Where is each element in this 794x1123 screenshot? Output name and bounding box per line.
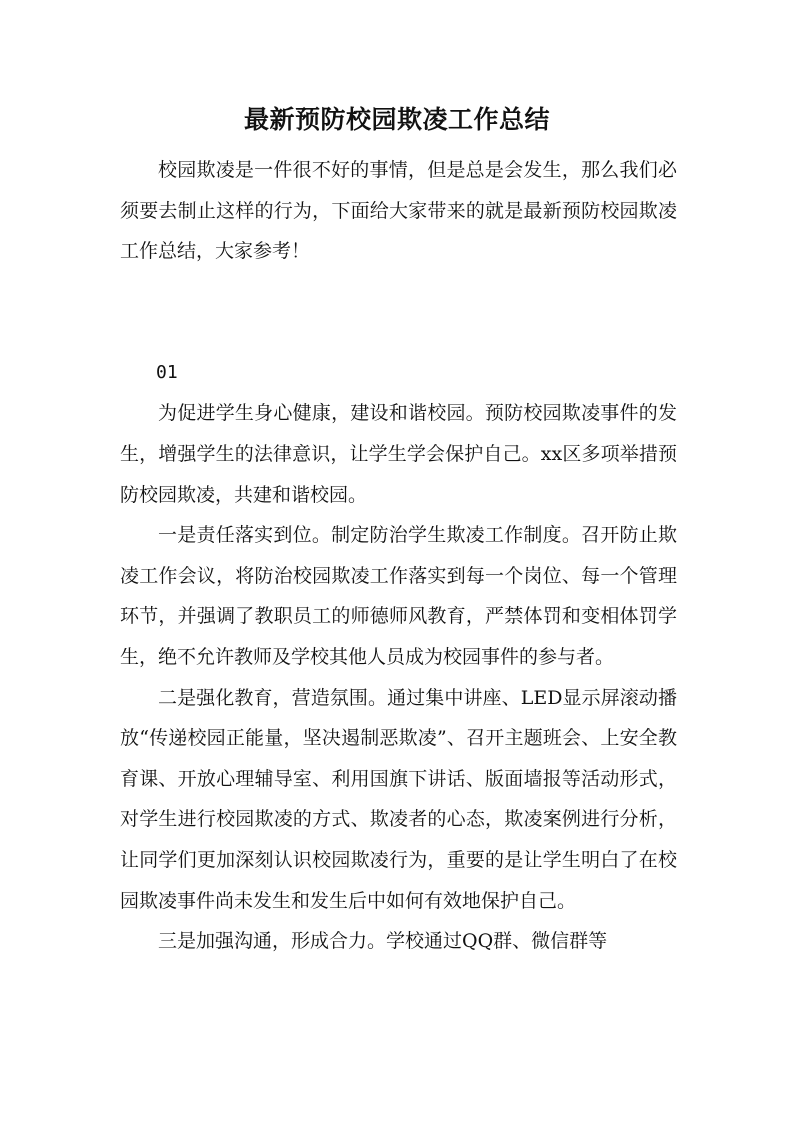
body-paragraph-4: 三是加强沟通，形成合力。学校通过QQ群、微信群等 (158, 930, 608, 953)
body-paragraph-3: 二是强化教育，营造氛围。通过集中讲座、LED显示屏滚动播放“传递校园正能量，坚决遏制恶欺凌”、召开主题班会、上安全教育课、开放心理辅导室、利用国旗下讲话、版面墙报等活动形式，对学生进行校园欺凌的方式、欺凌者的心态，欺凌案例进行分析，让同学们更加深刻认识校园欺凌行为，重要的是让学生明白了在校园欺凌事件尚未发生和发生后中如何有效地保护自己。 (120, 686, 677, 912)
intro-paragraph: 校园欺凌是一件很不好的事情，但是总是会发生，那么我们必须要去制止这样的行为，下面给大家带来的就是最新预防校园欺凌工作总结，大家参考！ (120, 159, 677, 263)
body-paragraph-1: 为促进学生身心健康，建设和谐校园。预防校园欺凌事件的发生，增强学生的法律意识，让学生学会保护自己。xx区多项举措预防校园欺凌，共建和谐校园。 (120, 402, 677, 506)
body-paragraph-2: 一是责任落实到位。制定防治学生欺凌工作制度。召开防止欺凌工作会议，将防治校园欺凌工作落实到每一个岗位、每一个管理环节，并强调了教职员工的师德师风教育，严禁体罚和变相体罚学生，绝不允许教师及学校其他人员成为校园事件的参与者。 (120, 524, 677, 668)
section-number: 01 (156, 361, 178, 383)
document-body (120, 150, 677, 962)
document-title: 最新预防校园欺凌工作总结 (243, 105, 550, 134)
paragraph-spacer (120, 272, 677, 353)
